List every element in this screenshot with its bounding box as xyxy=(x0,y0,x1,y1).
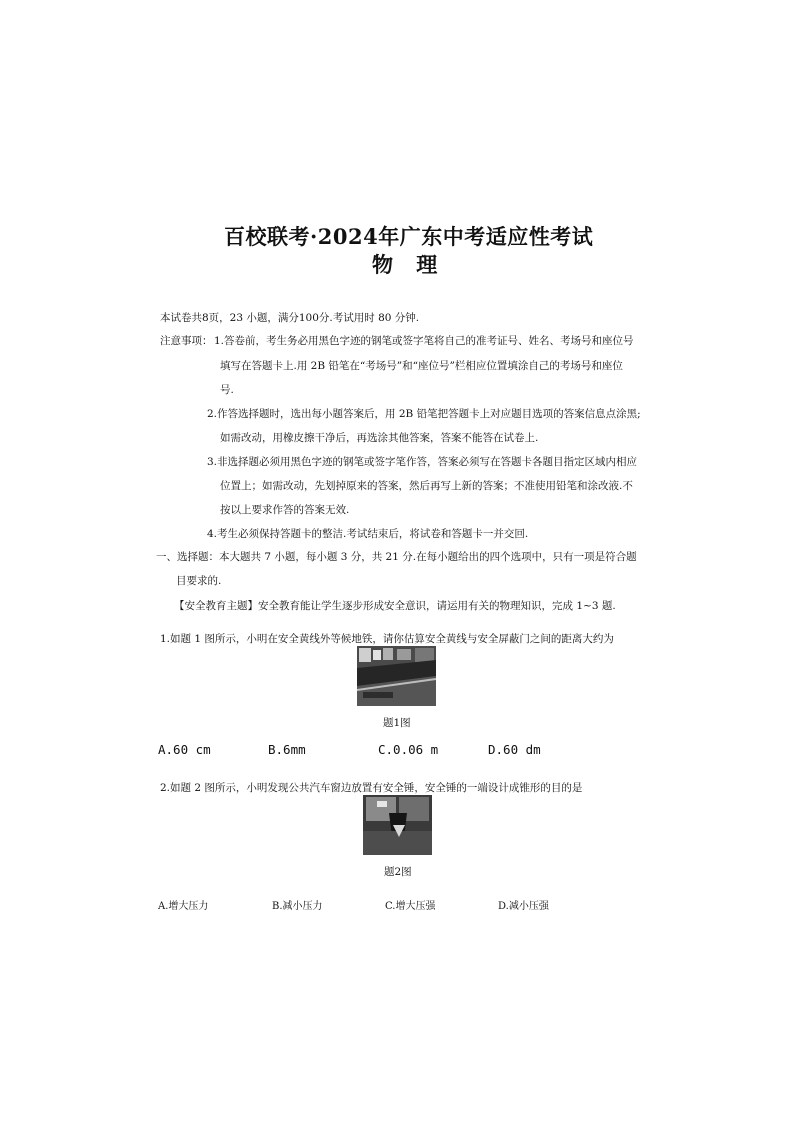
notice-item-2-line-2: 如需改动，用橡皮擦干净后，再选涂其他答案，答案不能答在试卷上. xyxy=(220,432,539,444)
notice-item-3-line-2: 位置上；如需改动，先划掉原来的答案，然后再写上新的答案；不准使用铅笔和涂改液.不 xyxy=(220,480,633,492)
q2-caption: 题2图 xyxy=(384,866,412,878)
q1-option-c: C.0.06 m xyxy=(378,742,439,757)
intro-line: 本试卷共8页，23 小题，满分100分.考试用时 80 分钟. xyxy=(160,312,420,324)
notice-item-2-line-1: 2.作答选择题时，选出每小题答案后，用 2B 铅笔把答题卡上对应题目选项的答案信息点涂黑; xyxy=(207,408,641,420)
q2-stem: 2.如题 2 图所示，小明发现公共汽车窗边放置有安全锤，安全锤的一端设计成锥形的目的是 xyxy=(160,782,583,794)
q1-option-a: A.60 cm xyxy=(158,742,211,757)
q1-option-b: B.6mm xyxy=(268,742,306,757)
subject-title: 物 理 xyxy=(372,252,446,277)
q2-option-d: D.减小压强 xyxy=(498,901,549,912)
section-heading: 一、选择题：本大题共 7 小题，每小题 3 分，共 21 分.在每小题给出的四个选项中，只有一项是符合题 xyxy=(156,551,637,563)
section-heading-cont: 目要求的. xyxy=(176,575,222,587)
q1-caption: 题1图 xyxy=(383,717,411,729)
notice-item-3-line-1: 3.非选择题必须用黑色字迹的钢笔或签字笔作答，答案必须写在答题卡各题目指定区域内相应 xyxy=(207,456,638,468)
q1-stem: 1.如题 1 图所示，小明在安全黄线外等候地铁，请你估算安全黄线与安全屏蔽门之间的距离大约为 xyxy=(160,633,614,645)
q1-option-d: D.60 dm xyxy=(488,742,541,757)
notice-label: 注意事项： xyxy=(160,335,213,347)
exam-title: 百校联考·2024年广东中考适应性考试 xyxy=(224,224,594,249)
notice-item-3-line-3: 按以上要求作答的答案无效. xyxy=(220,504,350,516)
notice-item-1-line-2: 填写在答题卡上.用 2B 铅笔在“考场号”和“座位号”栏相应位置填涂自己的考场号和座位 xyxy=(220,360,623,372)
q2-option-a: A.增大压力 xyxy=(158,901,209,912)
q2-option-b: B.减小压力 xyxy=(272,901,323,912)
notice-item-4-line-1: 4.考生必须保持答题卡的整洁.考试结束后，将试卷和答题卡一并交回. xyxy=(207,528,529,540)
notice-item-1-line-1: 1.答卷前，考生务必用黑色字迹的钢笔或签字笔将自己的准考证号、姓名、考场号和座位号 xyxy=(214,335,634,347)
theme-line: 【安全教育主题】安全教育能让学生逐步形成安全意识，请运用有关的物理知识，完成 1~3 题. xyxy=(174,600,616,612)
q2-option-c: C.增大压强 xyxy=(385,901,436,912)
q2-figure-photo xyxy=(363,795,432,855)
q1-figure-photo xyxy=(357,646,436,706)
notice-item-1-line-3: 号. xyxy=(220,384,234,396)
